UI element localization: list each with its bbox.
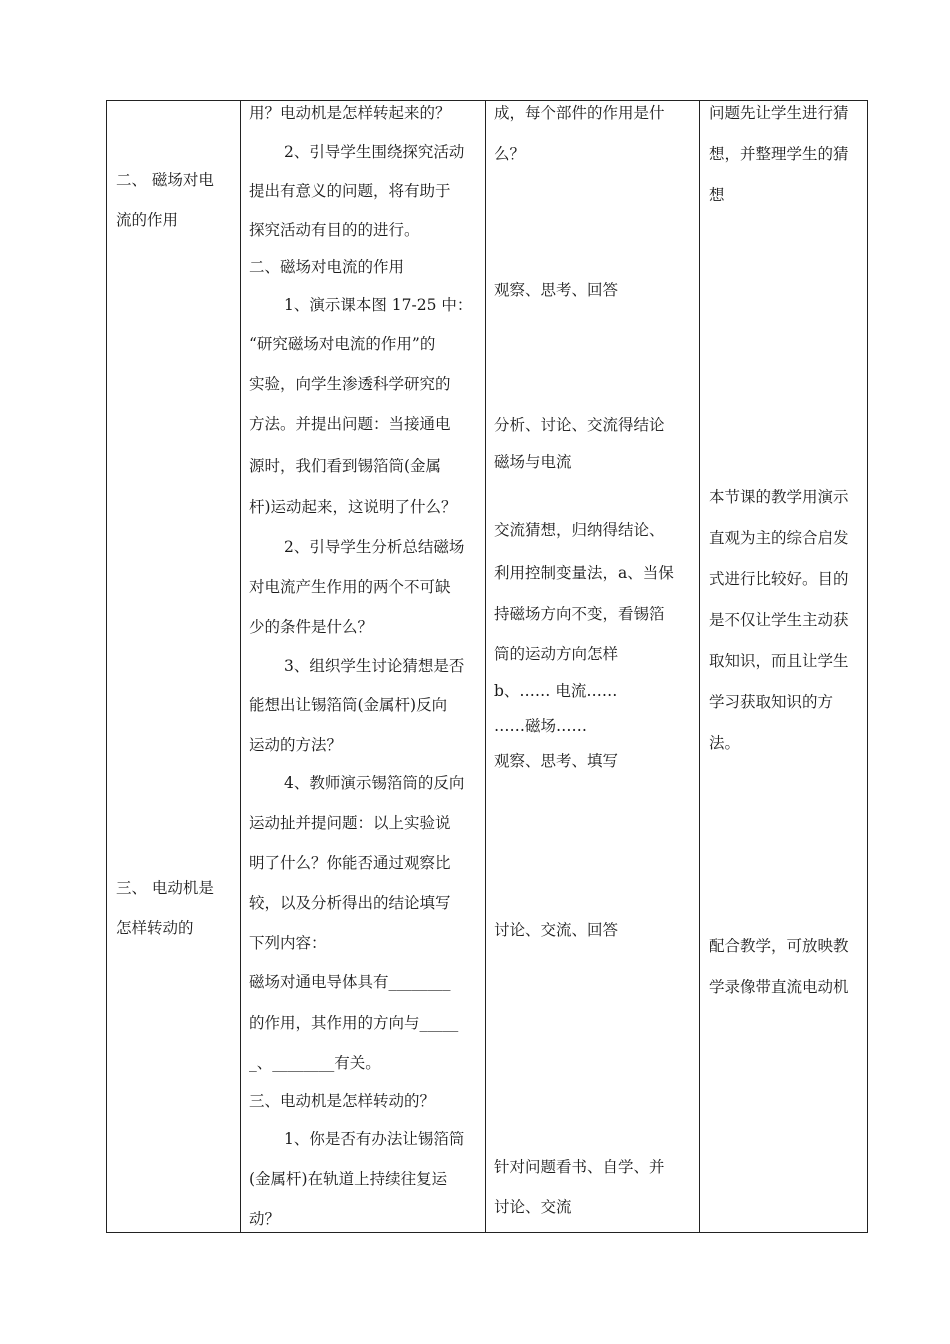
student-activity-line: b、…… 电流…… bbox=[494, 682, 618, 700]
teacher-activity-line: 运动扯并提问题：以上实验说 bbox=[249, 814, 451, 832]
note-line: 学录像带直流电动机 bbox=[709, 978, 849, 996]
teacher-activity-line: 用？电动机是怎样转起来的？ bbox=[249, 104, 451, 122]
student-activity-line: 针对问题看书、自学、并 bbox=[494, 1158, 665, 1176]
teacher-activity-line: _、________有关。 bbox=[249, 1054, 381, 1072]
note-line: 直观为主的综合启发 bbox=[709, 529, 849, 547]
teacher-activity-line: 下列内容： bbox=[249, 934, 327, 952]
teacher-activity-line: 提出有意义的问题，将有助于 bbox=[249, 182, 451, 200]
student-activity-line: 交流猜想，归纳得结论、 bbox=[494, 521, 665, 539]
section-heading: 怎样转动的 bbox=[116, 919, 194, 937]
teacher-activity-line: (金属杆)在轨道上持续往复运 bbox=[249, 1170, 448, 1188]
teacher-activity-line: 源时，我们看到锡箔筒(金属 bbox=[249, 457, 442, 475]
teacher-activity-line: 少的条件是什么？ bbox=[249, 618, 374, 636]
teacher-activity-line: 运动的方法？ bbox=[249, 736, 343, 754]
column-divider bbox=[699, 101, 700, 1232]
student-activity-line: 持磁场方向不变，看锡箔 bbox=[494, 605, 665, 623]
student-activity-line: 利用控制变量法，a、当保 bbox=[494, 564, 674, 582]
teacher-activity-line: 磁场对通电导体具有________ bbox=[249, 973, 451, 991]
student-activity-line: ……磁场…… bbox=[494, 717, 588, 735]
student-activity-line: 观察、思考、回答 bbox=[494, 281, 619, 299]
note-line: 取知识，而且让学生 bbox=[709, 652, 849, 670]
student-activity-line: 观察、思考、填写 bbox=[494, 752, 619, 770]
teacher-activity-line: 3、组织学生讨论猜想是否 bbox=[284, 657, 465, 675]
teacher-activity-line: 明了什么？你能否通过观察比 bbox=[249, 854, 451, 872]
student-activity-line: 讨论、交流 bbox=[494, 1198, 572, 1216]
note-line: 式进行比较好。目的 bbox=[709, 570, 849, 588]
column-divider bbox=[485, 101, 486, 1232]
teacher-activity-line: 实验，向学生渗透科学研究的 bbox=[249, 375, 451, 393]
student-activity-line: 讨论、交流、回答 bbox=[494, 921, 619, 939]
teacher-activity-line: 动？ bbox=[249, 1210, 281, 1228]
teacher-activity-line: 方法。并提出问题：当接通电 bbox=[249, 415, 451, 433]
teacher-activity-line: 能想出让锡箔筒(金属杆)反向 bbox=[249, 696, 448, 714]
teacher-activity-line: 对电流产生作用的两个不可缺 bbox=[249, 578, 451, 596]
teacher-activity-line: 2、引导学生围绕探究活动 bbox=[284, 143, 465, 161]
note-line: 本节课的教学用演示 bbox=[709, 488, 849, 506]
teacher-activity-line: 2、引导学生分析总结磁场 bbox=[284, 538, 465, 556]
teacher-activity-line: 杆)运动起来，这说明了什么？ bbox=[249, 498, 457, 516]
section-heading: 三、 电动机是 bbox=[116, 879, 214, 897]
student-activity-line: 么？ bbox=[494, 145, 526, 163]
note-line: 是不仅让学生主动获 bbox=[709, 611, 849, 629]
student-activity-line: 分析、讨论、交流得结论 bbox=[494, 416, 665, 434]
teacher-activity-line: 探究活动有目的的进行。 bbox=[249, 221, 420, 239]
teacher-activity-line: 1、你是否有办法让锡箔筒 bbox=[284, 1130, 465, 1148]
section-heading: 二、 磁场对电 bbox=[116, 171, 214, 189]
student-activity-line: 筒的运动方向怎样 bbox=[494, 645, 619, 663]
teacher-activity-line: 二、磁场对电流的作用 bbox=[249, 258, 405, 276]
note-line: 问题先让学生进行猜 bbox=[709, 104, 849, 122]
column-divider bbox=[240, 101, 241, 1232]
teacher-activity-line: 4、教师演示锡箔筒的反向 bbox=[284, 774, 465, 792]
student-activity-line: 磁场与电流 bbox=[494, 453, 572, 471]
note-line: 法。 bbox=[709, 734, 741, 752]
teacher-activity-line: 1、演示课本图 17-25 中： bbox=[284, 296, 473, 314]
note-line: 想，并整理学生的猜 bbox=[709, 145, 849, 163]
student-activity-line: 成，每个部件的作用是什 bbox=[494, 104, 665, 122]
teacher-activity-line: “研究磁场对电流的作用”的 bbox=[249, 335, 436, 353]
note-line: 想 bbox=[709, 186, 725, 204]
note-line: 学习获取知识的方 bbox=[709, 693, 834, 711]
teacher-activity-line: 三、电动机是怎样转动的？ bbox=[249, 1092, 436, 1110]
section-heading: 流的作用 bbox=[116, 211, 179, 229]
teacher-activity-line: 较，以及分析得出的结论填写 bbox=[249, 894, 451, 912]
teacher-activity-line: 的作用，其作用的方向与_____ bbox=[249, 1014, 459, 1032]
note-line: 配合教学，可放映教 bbox=[709, 937, 849, 955]
